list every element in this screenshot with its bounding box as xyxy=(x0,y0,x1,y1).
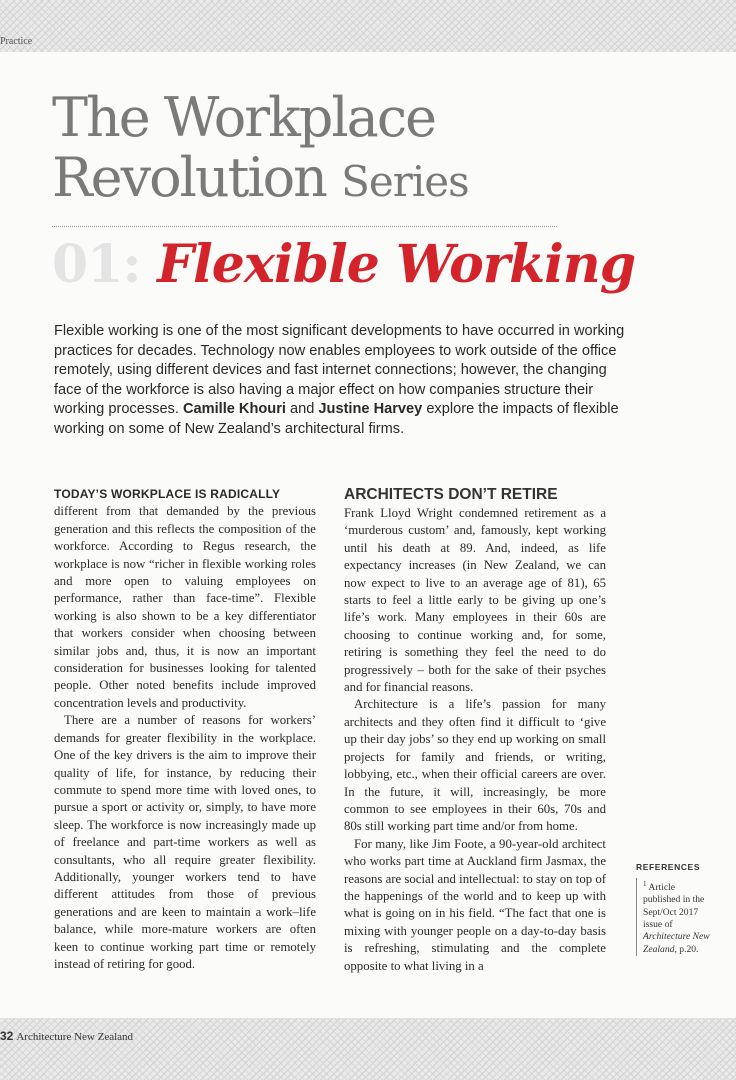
reference-mark: 1 xyxy=(643,880,647,888)
col1-p1-text: different from that demanded by the previous generation and this reflects the composition of the workforce. According to Regus research, the workplace is now “richer in flexible working roles and more open to valuing employees on performance, rather than face-time”. Flexible working is also shown to be a key differentiator that workers consider when choosing between similar jobs and, thus, it is now an important consideration for businesses looking for talented people. Other noted benefits include improved concentration levels and productivity. xyxy=(54,504,316,710)
col1-paragraph-1 xyxy=(54,486,316,712)
title-revolution: Revolution xyxy=(52,146,326,209)
section-label: Practice xyxy=(0,36,33,47)
series-title xyxy=(52,88,572,212)
intro-text-2: explore the impacts of flexible working on some of New Zealand’s architectural firms. xyxy=(54,401,619,437)
footer-publication: Architecture New Zealand xyxy=(16,1031,134,1043)
col1-paragraph-2: There are a number of reasons for workers’ demands for greater flexibility in the workplace. One of the key drivers is the aim to improve their quality of life, for instance, by reducing their commute to spend more time with loved ones, to pursue a sport or activity or, simply, to have more sleep. The workforce is now increasingly made up of freelance and part-time workers as well as consultants, who all require greater flexibility. Additionally, younger workers tend to have different attitudes from those of previous generations and are keen to maintain a work–life balance, while more-mature workers are often keen to continue working part time or remotely instead of retiring for good. xyxy=(54,713,316,971)
subtitle-text: Flexible Working xyxy=(157,234,636,295)
author-justine-harvey: Justine Harvey xyxy=(318,401,423,418)
intro-and: and xyxy=(285,401,319,418)
top-texture-band xyxy=(0,0,736,52)
title-line-1: The Workplace xyxy=(52,86,436,149)
page-number: 32 xyxy=(0,1029,14,1043)
body-column-2 xyxy=(344,486,606,975)
lead-in-heading: TODAY’S WORKPLACE IS RADICALLY xyxy=(54,487,281,501)
reference-publication: Architecture New Zealand xyxy=(643,931,710,955)
title-divider xyxy=(52,226,557,227)
body-column-1 xyxy=(54,486,316,973)
col2-paragraph-3: For many, like Jim Foote, a 90-year-old architect who works part time at Auckland firm Jasmax, the reasons are social and intellectual: to stay on top of the happenings of the world and to keep up with what is going on in his field. “The fact that one is mixing with younger people on a day-to-day basis is refreshing, stimulating and the complete opposite to what living in a xyxy=(344,836,606,973)
reference-page: , p.20. xyxy=(674,943,699,955)
article-subtitle xyxy=(52,230,635,300)
bottom-texture-band xyxy=(0,1018,736,1080)
title-line-2 xyxy=(52,148,572,212)
reference-item xyxy=(636,878,714,956)
intro-standfirst xyxy=(54,322,634,440)
subtitle-number: 01: xyxy=(52,234,141,295)
title-series: Series xyxy=(341,157,469,206)
references-heading: REFERENCES xyxy=(636,862,701,872)
page-footer xyxy=(0,1029,133,1043)
col2-paragraph-1: Frank Lloyd Wright condemned retirement as a ‘murderous custom’ and, famously, kept working until his death at 89. And, indeed, as life expectancy increases (in New Zealand, we can now expect to live to an average age of 81), 65 starts to feel a little early to be giving up one’s life’s work. Many employees in their 60s are choosing to continue working and, for some, retiring is something they feel the need to do progressively – both for the sake of their psyches and for financial reasons. xyxy=(344,506,606,695)
reference-text: Article published in the Sept/Oct 2017 issue of xyxy=(643,882,705,931)
references-sidebar xyxy=(636,862,714,956)
section-heading-architects: ARCHITECTS DON’T RETIRE xyxy=(344,486,558,503)
author-camille-khouri: Camille Khouri xyxy=(182,401,286,418)
col2-paragraph-2: Architecture is a life’s passion for many architects and they often find it difficult to ‘give up their day jobs’ so they end up working on small projects for family and friends, or writing, lobbying, etc., when their official careers are over. In the future, it will, increasingly, be more common to see employees in their 60s, 70s and 80s still working part time and/or from home. xyxy=(344,697,606,834)
intro-text-1: Flexible working is one of the most significant developments to have occurred in working practices for decades. Technology now enables employees to work outside of the office remotely, using different devices and fast internet connections; however, the changing face of the workforce is also having a major effect on how companies structure their working processes. xyxy=(54,323,625,418)
